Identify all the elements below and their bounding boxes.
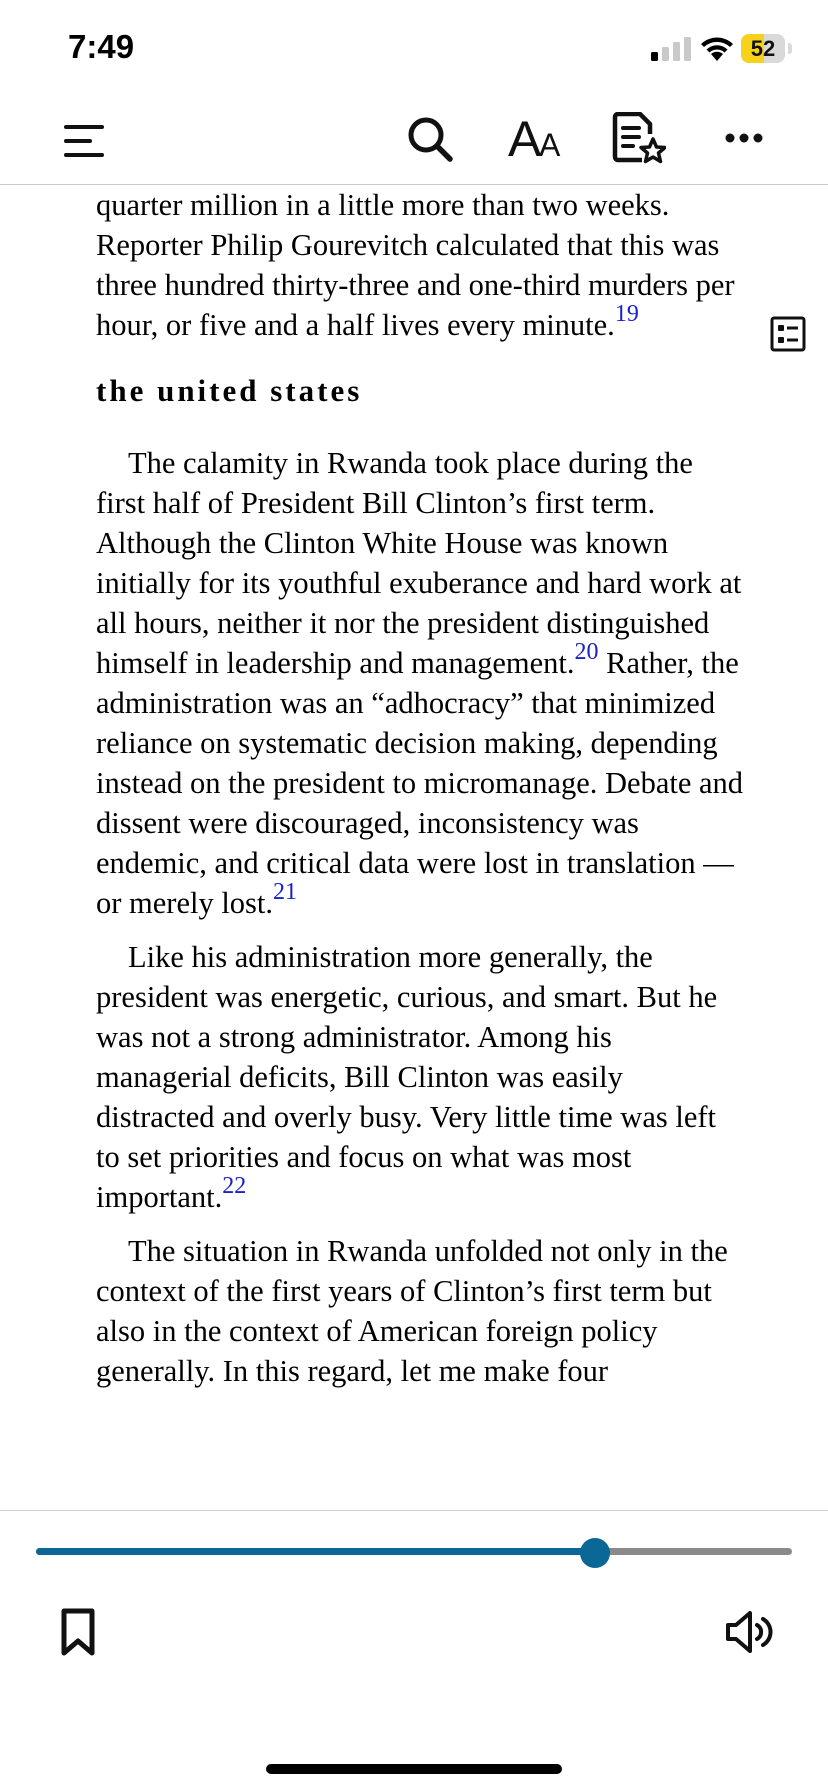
battery-icon (741, 34, 785, 63)
menu-icon[interactable] (64, 124, 104, 158)
footnote-link[interactable]: 19 (614, 301, 639, 327)
audio-icon[interactable] (724, 1608, 776, 1656)
paragraph-text: The situation in Rwanda unfolded not only in the context of the first years of Clinton’s first term but also in the context of American foreign policy generally. In this regard, let me make four (96, 1234, 728, 1388)
progress-handle[interactable] (580, 1538, 610, 1568)
battery-level-text: 52 (750, 36, 776, 61)
book-page-content (96, 185, 746, 1510)
body-paragraph (96, 443, 746, 923)
footnote-link[interactable]: 22 (222, 1173, 247, 1199)
section-heading: the united states (96, 373, 363, 408)
notes-icon[interactable] (612, 112, 666, 166)
footnote-link[interactable]: 21 (273, 879, 298, 905)
font-size-icon-small: A (539, 127, 561, 163)
status-time: 7:49 (68, 28, 135, 65)
bookmark-icon[interactable] (60, 1608, 96, 1656)
table-of-contents-icon[interactable] (770, 316, 806, 352)
font-size-button[interactable] (508, 111, 566, 167)
home-indicator[interactable] (266, 1764, 562, 1774)
paragraph-text: quarter million in a little more than two weeks. Reporter Philip Gourevitch calculated that this was three hundred thirty-three and one-third murders per hour, or five and a half lives every minute. (96, 188, 735, 342)
wifi-icon (699, 34, 735, 62)
paragraph-gap (96, 1217, 746, 1231)
continuation-paragraph (96, 185, 746, 345)
paragraph-text: Rather, the administration was an “adhocracy” that minimized reliance on systematic decision making, depending instead on the president to micromanage. Debate and dissent were discouraged, inconsistency was endemic, and critical data were lost in translation —or merely lost. (96, 646, 744, 920)
bottom-divider (0, 1510, 828, 1511)
battery-nub (788, 43, 792, 54)
search-icon[interactable] (406, 115, 454, 163)
footnote-link[interactable]: 20 (574, 639, 599, 665)
progress-fill (36, 1548, 595, 1555)
body-paragraph (96, 937, 746, 1217)
paragraph-text: The calamity in Rwanda took place during the first half of President Bill Clinton’s first term. Although the Clinton White House was known initially for its youthful exuberance and hard work at all hours, neither it nor the president distinguished himself in leadership and management. (96, 446, 742, 680)
more-icon[interactable] (724, 130, 764, 146)
paragraph-text: Like his administration more generally, the president was energetic, curious, and smart. But he was not a strong administrator. Among his managerial deficits, Bill Clinton was easily distracted and overly busy. Very little time was left to set priorities and focus on what was most important. (96, 940, 718, 1214)
cellular-signal-icon (651, 37, 691, 61)
paragraph-gap (96, 923, 746, 937)
font-size-icon-large: A (508, 111, 542, 167)
reading-progress-slider[interactable] (36, 1538, 792, 1564)
body-paragraph (96, 1231, 746, 1391)
